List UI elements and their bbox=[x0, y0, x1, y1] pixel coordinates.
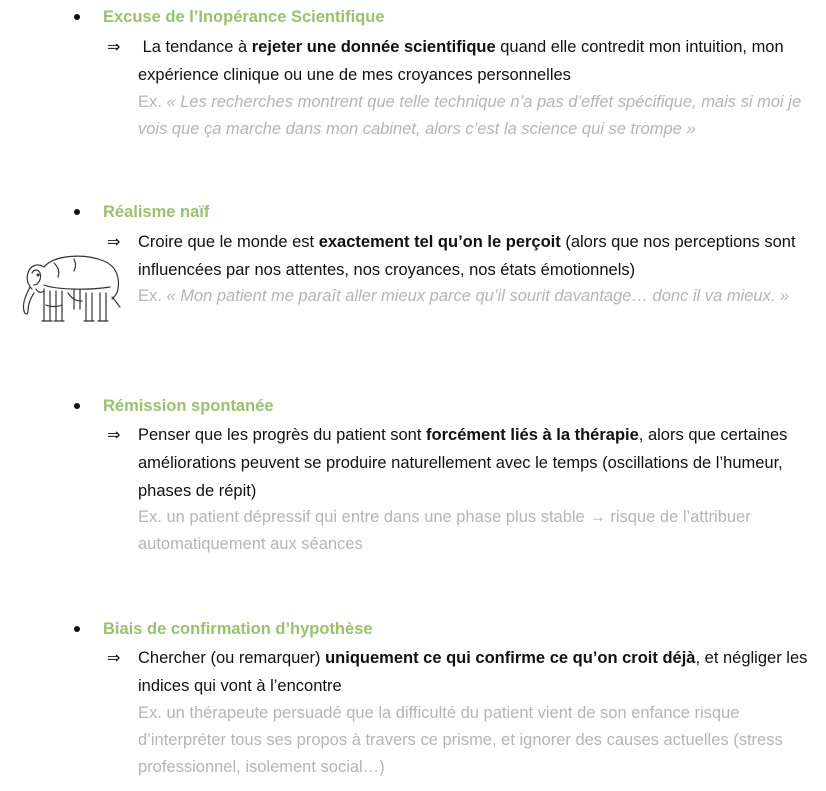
section-definition: Penser que les progrès du patient sont forcément liés à la thérapie, alors que certaines améliorations peuvent se produire naturellement avec le temps (oscillations de l’humeur, phases de répit) bbox=[138, 426, 788, 500]
implies-arrow-icon: ⇒ bbox=[107, 425, 121, 444]
section-heading: Excuse de l’Inopérance Scientifique bbox=[103, 8, 385, 26]
section-example: Ex. un patient dépressif qui entre dans une phase plus stable → risque de l’attribuer automatiquement aux séances bbox=[138, 508, 751, 553]
definition-key-phrase: exactement tel qu’on le perçoit bbox=[318, 233, 561, 251]
definition-key-phrase: uniquement ce qui confirme ce qu’on croit déjà bbox=[325, 649, 696, 667]
implies-arrow-icon: ⇒ bbox=[107, 648, 121, 667]
section-example: Ex. « Les recherches montrent que telle technique n’a pas d’effet spécifique, mais si moi je vois que ça marche dans mon cabinet, alors c’est la science qui se trompe » bbox=[138, 93, 802, 138]
section-heading: Réalisme naïf bbox=[103, 203, 210, 221]
definition-key-phrase: rejeter une donnée scientifique bbox=[251, 38, 496, 56]
bullet-icon bbox=[74, 209, 80, 215]
section-definition: Chercher (ou remarquer) uniquement ce qui confirme ce qu’on croit déjà, et négliger les indices qui vont à l’encontre bbox=[138, 649, 808, 695]
implies-arrow-icon: ⇒ bbox=[107, 37, 121, 56]
elephant-illusion-icon bbox=[14, 249, 124, 329]
bullet-icon bbox=[74, 14, 80, 20]
section-example: Ex. « Mon patient me paraît aller mieux parce qu’il sourit davantage… donc il va mieux. » bbox=[138, 287, 790, 305]
implies-arrow-icon: ⇒ bbox=[107, 232, 121, 251]
section-definition: Croire que le monde est exactement tel qu’on le perçoit (alors que nos perceptions sont influencées par nos attentes, nos croyances, nos états émotionnels) bbox=[138, 233, 796, 279]
definition-key-phrase: forcément liés à la thérapie bbox=[426, 426, 639, 444]
bullet-icon bbox=[74, 403, 80, 409]
section-heading: Rémission spontanée bbox=[103, 397, 274, 415]
section-heading: Biais de confirmation d’hypothèse bbox=[103, 620, 373, 638]
section-example: Ex. un thérapeute persuadé que la difficulté du patient vient de son enfance risque d’interpréter tous ses propos à travers ce prisme, et ignorer des causes actuelles (stress professionnel, isolement social…) bbox=[138, 704, 783, 776]
section-definition: La tendance à rejeter une donnée scientifique quand elle contredit mon intuition, mon expérience clinique ou une de mes croyances personnelles bbox=[138, 38, 784, 84]
bullet-icon bbox=[74, 626, 80, 632]
